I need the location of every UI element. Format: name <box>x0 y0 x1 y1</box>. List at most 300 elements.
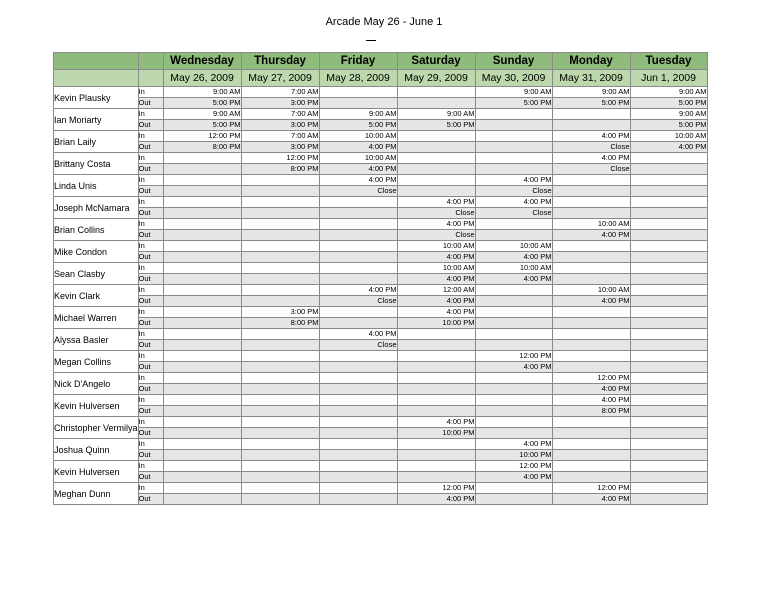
in-label: In <box>138 109 163 120</box>
schedule-row-in <box>54 241 708 252</box>
employee-name: Kevin Hulversen <box>54 461 139 483</box>
in-label: In <box>138 263 163 274</box>
time-cell <box>163 417 241 428</box>
time-cell: 8:00 PM <box>552 406 630 417</box>
time-cell <box>630 483 707 494</box>
time-cell <box>397 329 475 340</box>
time-cell: 5:00 PM <box>475 98 552 109</box>
time-cell: 12:00 PM <box>552 483 630 494</box>
employee-name: Christopher Vermilya <box>54 417 139 439</box>
out-label: Out <box>138 98 163 109</box>
time-cell <box>241 219 319 230</box>
time-cell <box>552 417 630 428</box>
time-cell <box>241 450 319 461</box>
schedule-row-out <box>54 208 708 219</box>
schedule-row-in <box>54 285 708 296</box>
time-cell <box>241 472 319 483</box>
time-cell: Close <box>319 296 397 307</box>
schedule-row-out <box>54 362 708 373</box>
time-cell: 7:00 AM <box>241 87 319 98</box>
time-cell <box>241 197 319 208</box>
time-cell <box>552 241 630 252</box>
schedule-row-out <box>54 164 708 175</box>
schedule-row-in <box>54 483 708 494</box>
time-cell <box>319 494 397 505</box>
time-cell <box>319 208 397 219</box>
time-cell: 12:00 PM <box>241 153 319 164</box>
time-cell <box>475 406 552 417</box>
employee-name: Linda Unis <box>54 175 139 197</box>
out-label: Out <box>138 384 163 395</box>
time-cell: 4:00 PM <box>475 175 552 186</box>
date-header-thursday: May 27, 2009 <box>241 70 319 87</box>
schedule-row-in <box>54 219 708 230</box>
time-cell: 5:00 PM <box>630 120 707 131</box>
time-cell <box>163 208 241 219</box>
time-cell <box>397 142 475 153</box>
time-cell: 4:00 PM <box>475 274 552 285</box>
out-label: Out <box>138 164 163 175</box>
schedule-row-in <box>54 131 708 142</box>
time-cell <box>475 417 552 428</box>
time-cell <box>397 373 475 384</box>
in-label: In <box>138 351 163 362</box>
employee-name: Joseph McNamara <box>54 197 139 219</box>
out-label: Out <box>138 230 163 241</box>
time-cell <box>319 395 397 406</box>
out-label: Out <box>138 362 163 373</box>
time-cell <box>319 252 397 263</box>
time-cell <box>630 395 707 406</box>
time-cell <box>630 219 707 230</box>
time-cell: 4:00 PM <box>552 153 630 164</box>
time-cell <box>552 175 630 186</box>
date-header-saturday: May 29, 2009 <box>397 70 475 87</box>
time-cell <box>163 373 241 384</box>
out-label: Out <box>138 450 163 461</box>
employee-name: Kevin Clark <box>54 285 139 307</box>
in-label: In <box>138 329 163 340</box>
time-cell <box>241 395 319 406</box>
in-label: In <box>138 439 163 450</box>
time-cell <box>241 373 319 384</box>
time-cell: 5:00 PM <box>552 98 630 109</box>
time-cell: 5:00 PM <box>163 120 241 131</box>
time-cell <box>630 197 707 208</box>
date-header-sunday: May 30, 2009 <box>475 70 552 87</box>
time-cell <box>475 120 552 131</box>
time-cell <box>630 439 707 450</box>
time-cell <box>475 307 552 318</box>
time-cell <box>163 362 241 373</box>
time-cell <box>552 109 630 120</box>
time-cell <box>319 450 397 461</box>
time-cell <box>630 153 707 164</box>
time-cell <box>163 318 241 329</box>
time-cell <box>241 285 319 296</box>
time-cell: 4:00 PM <box>552 384 630 395</box>
time-cell <box>630 318 707 329</box>
time-cell <box>475 296 552 307</box>
out-label: Out <box>138 274 163 285</box>
time-cell <box>241 483 319 494</box>
time-cell <box>163 494 241 505</box>
time-cell <box>630 450 707 461</box>
time-cell: 9:00 AM <box>475 87 552 98</box>
schedule-row-out <box>54 406 708 417</box>
time-cell: 3:00 PM <box>241 98 319 109</box>
schedule-row-out <box>54 318 708 329</box>
time-cell <box>241 274 319 285</box>
time-cell <box>552 307 630 318</box>
title-underline-mark <box>366 40 376 41</box>
schedule-row-out <box>54 186 708 197</box>
time-cell <box>475 219 552 230</box>
time-cell <box>163 219 241 230</box>
time-cell <box>397 450 475 461</box>
employee-name: Brian Laily <box>54 131 139 153</box>
corner-cell <box>138 53 163 70</box>
out-label: Out <box>138 186 163 197</box>
time-cell <box>552 197 630 208</box>
time-cell <box>630 186 707 197</box>
time-cell <box>397 87 475 98</box>
time-cell: 12:00 PM <box>552 373 630 384</box>
time-cell <box>241 384 319 395</box>
time-cell: 12:00 PM <box>163 131 241 142</box>
date-header-friday: May 28, 2009 <box>319 70 397 87</box>
time-cell <box>397 384 475 395</box>
time-cell <box>163 186 241 197</box>
day-header-row <box>54 53 708 70</box>
employee-name: Sean Clasby <box>54 263 139 285</box>
employee-name: Brittany Costa <box>54 153 139 175</box>
time-cell <box>241 417 319 428</box>
time-cell: 4:00 PM <box>397 197 475 208</box>
time-cell: 10:00 AM <box>475 241 552 252</box>
time-cell <box>163 296 241 307</box>
schedule-row-out <box>54 472 708 483</box>
time-cell <box>163 483 241 494</box>
time-cell <box>241 340 319 351</box>
time-cell <box>163 175 241 186</box>
time-cell <box>319 461 397 472</box>
time-cell <box>475 395 552 406</box>
time-cell: 10:00 AM <box>319 131 397 142</box>
time-cell <box>319 219 397 230</box>
time-cell <box>241 241 319 252</box>
out-label: Out <box>138 472 163 483</box>
time-cell: 12:00 AM <box>397 285 475 296</box>
time-cell: 8:00 PM <box>163 142 241 153</box>
time-cell: 4:00 PM <box>319 329 397 340</box>
time-cell <box>163 351 241 362</box>
out-label: Out <box>138 252 163 263</box>
time-cell <box>552 252 630 263</box>
time-cell <box>397 153 475 164</box>
time-cell <box>241 252 319 263</box>
time-cell <box>475 131 552 142</box>
time-cell <box>319 98 397 109</box>
time-cell <box>552 472 630 483</box>
time-cell: 5:00 PM <box>630 98 707 109</box>
time-cell <box>552 263 630 274</box>
time-cell <box>475 164 552 175</box>
time-cell <box>241 263 319 274</box>
time-cell <box>241 362 319 373</box>
schedule-row-out <box>54 274 708 285</box>
time-cell <box>241 296 319 307</box>
time-cell <box>397 98 475 109</box>
time-cell <box>397 164 475 175</box>
date-header-row <box>54 70 708 87</box>
time-cell: 9:00 AM <box>163 109 241 120</box>
time-cell: 9:00 AM <box>630 87 707 98</box>
time-cell: 10:00 AM <box>552 219 630 230</box>
time-cell <box>475 318 552 329</box>
time-cell <box>552 351 630 362</box>
time-cell: Close <box>552 164 630 175</box>
time-cell: 4:00 PM <box>319 142 397 153</box>
time-cell: 3:00 PM <box>241 120 319 131</box>
time-cell: 10:00 PM <box>397 318 475 329</box>
time-cell <box>319 274 397 285</box>
schedule-row-out <box>54 252 708 263</box>
day-header-friday: Friday <box>319 53 397 70</box>
time-cell <box>475 153 552 164</box>
time-cell <box>552 362 630 373</box>
schedule-row-out <box>54 450 708 461</box>
time-cell <box>241 406 319 417</box>
time-cell <box>630 494 707 505</box>
time-cell <box>319 417 397 428</box>
time-cell <box>630 263 707 274</box>
schedule-row-out <box>54 494 708 505</box>
out-label: Out <box>138 428 163 439</box>
time-cell <box>552 450 630 461</box>
in-label: In <box>138 307 163 318</box>
time-cell <box>552 186 630 197</box>
time-cell <box>241 186 319 197</box>
day-header-saturday: Saturday <box>397 53 475 70</box>
time-cell: 4:00 PM <box>552 230 630 241</box>
time-cell <box>475 483 552 494</box>
time-cell <box>319 197 397 208</box>
time-cell: 5:00 PM <box>163 98 241 109</box>
time-cell <box>319 362 397 373</box>
day-header-tuesday: Tuesday <box>630 53 707 70</box>
time-cell <box>630 428 707 439</box>
time-cell <box>630 208 707 219</box>
time-cell: 4:00 PM <box>552 296 630 307</box>
schedule-row-in <box>54 153 708 164</box>
time-cell <box>630 417 707 428</box>
in-label: In <box>138 131 163 142</box>
time-cell <box>163 472 241 483</box>
time-cell: 5:00 PM <box>319 120 397 131</box>
time-cell: 8:00 PM <box>241 164 319 175</box>
time-cell <box>163 384 241 395</box>
page-title: Arcade May 26 - June 1 <box>325 16 443 28</box>
time-cell <box>397 395 475 406</box>
time-cell <box>630 164 707 175</box>
time-cell <box>163 329 241 340</box>
time-cell <box>475 384 552 395</box>
time-cell <box>163 428 241 439</box>
in-label: In <box>138 197 163 208</box>
in-label: In <box>138 153 163 164</box>
time-cell <box>163 197 241 208</box>
time-cell <box>163 340 241 351</box>
time-cell: 10:00 AM <box>319 153 397 164</box>
time-cell: 4:00 PM <box>630 142 707 153</box>
time-cell <box>163 241 241 252</box>
corner-cell <box>138 70 163 87</box>
time-cell <box>163 450 241 461</box>
time-cell <box>163 263 241 274</box>
time-cell <box>552 428 630 439</box>
time-cell <box>630 406 707 417</box>
time-cell <box>241 428 319 439</box>
time-cell <box>630 274 707 285</box>
in-label: In <box>138 87 163 98</box>
time-cell: 4:00 PM <box>397 219 475 230</box>
out-label: Out <box>138 340 163 351</box>
time-cell <box>630 241 707 252</box>
time-cell: 4:00 PM <box>475 252 552 263</box>
time-cell <box>397 362 475 373</box>
time-cell: 12:00 PM <box>397 483 475 494</box>
time-cell <box>241 208 319 219</box>
time-cell <box>163 395 241 406</box>
time-cell <box>319 439 397 450</box>
time-cell <box>475 230 552 241</box>
time-cell <box>319 307 397 318</box>
time-cell: 10:00 AM <box>397 263 475 274</box>
time-cell <box>319 472 397 483</box>
time-cell <box>552 208 630 219</box>
time-cell: 9:00 AM <box>630 109 707 120</box>
date-header-monday: May 31, 2009 <box>552 70 630 87</box>
date-header-wednesday: May 26, 2009 <box>163 70 241 87</box>
time-cell: 5:00 PM <box>397 120 475 131</box>
time-cell: 4:00 PM <box>475 197 552 208</box>
time-cell: 3:00 PM <box>241 307 319 318</box>
time-cell <box>475 142 552 153</box>
time-cell <box>163 153 241 164</box>
time-cell: 12:00 PM <box>475 461 552 472</box>
time-cell <box>241 461 319 472</box>
time-cell <box>163 439 241 450</box>
time-cell: Close <box>397 230 475 241</box>
time-cell <box>630 362 707 373</box>
time-cell: 4:00 PM <box>552 131 630 142</box>
time-cell <box>241 175 319 186</box>
out-label: Out <box>138 208 163 219</box>
time-cell <box>397 439 475 450</box>
time-cell <box>630 384 707 395</box>
time-cell <box>397 461 475 472</box>
time-cell: Close <box>319 340 397 351</box>
time-cell <box>552 461 630 472</box>
time-cell: 9:00 AM <box>163 87 241 98</box>
schedule-row-out <box>54 428 708 439</box>
day-header-sunday: Sunday <box>475 53 552 70</box>
in-label: In <box>138 417 163 428</box>
time-cell: 7:00 AM <box>241 131 319 142</box>
schedule-row-in <box>54 395 708 406</box>
time-cell <box>319 373 397 384</box>
out-label: Out <box>138 494 163 505</box>
time-cell <box>630 340 707 351</box>
time-cell <box>163 307 241 318</box>
time-cell: Close <box>552 142 630 153</box>
time-cell: Close <box>475 208 552 219</box>
time-cell: 4:00 PM <box>552 494 630 505</box>
time-cell: 4:00 PM <box>319 164 397 175</box>
employee-name: Joshua Quinn <box>54 439 139 461</box>
time-cell: 12:00 PM <box>475 351 552 362</box>
time-cell <box>319 428 397 439</box>
time-cell: 10:00 AM <box>475 263 552 274</box>
time-cell <box>163 461 241 472</box>
schedule-row-in <box>54 109 708 120</box>
schedule-row-in <box>54 439 708 450</box>
time-cell <box>397 351 475 362</box>
time-cell <box>630 461 707 472</box>
time-cell: Close <box>397 208 475 219</box>
time-cell <box>475 285 552 296</box>
in-label: In <box>138 373 163 384</box>
time-cell <box>319 351 397 362</box>
schedule-row-in <box>54 87 708 98</box>
time-cell: 4:00 PM <box>397 252 475 263</box>
time-cell <box>319 230 397 241</box>
schedule-row-in <box>54 175 708 186</box>
employee-name: Alyssa Basler <box>54 329 139 351</box>
employee-name: Kevin Hulversen <box>54 395 139 417</box>
time-cell <box>552 120 630 131</box>
time-cell: 4:00 PM <box>319 285 397 296</box>
time-cell <box>241 439 319 450</box>
time-cell: 4:00 PM <box>475 439 552 450</box>
day-header-thursday: Thursday <box>241 53 319 70</box>
time-cell <box>397 186 475 197</box>
time-cell <box>630 296 707 307</box>
schedule-row-out <box>54 142 708 153</box>
out-label: Out <box>138 406 163 417</box>
in-label: In <box>138 285 163 296</box>
time-cell <box>319 406 397 417</box>
employee-name: Ian Moriarty <box>54 109 139 131</box>
time-cell: 4:00 PM <box>475 472 552 483</box>
schedule-row-in <box>54 307 708 318</box>
schedule-row-out <box>54 230 708 241</box>
out-label: Out <box>138 142 163 153</box>
time-cell <box>475 494 552 505</box>
time-cell: 9:00 AM <box>319 109 397 120</box>
time-cell: Close <box>319 186 397 197</box>
in-label: In <box>138 395 163 406</box>
schedule-row-out <box>54 98 708 109</box>
time-cell <box>552 340 630 351</box>
out-label: Out <box>138 318 163 329</box>
schedule-row-in <box>54 351 708 362</box>
time-cell <box>241 329 319 340</box>
time-cell: 10:00 PM <box>397 428 475 439</box>
time-cell <box>163 285 241 296</box>
time-cell: 4:00 PM <box>397 417 475 428</box>
